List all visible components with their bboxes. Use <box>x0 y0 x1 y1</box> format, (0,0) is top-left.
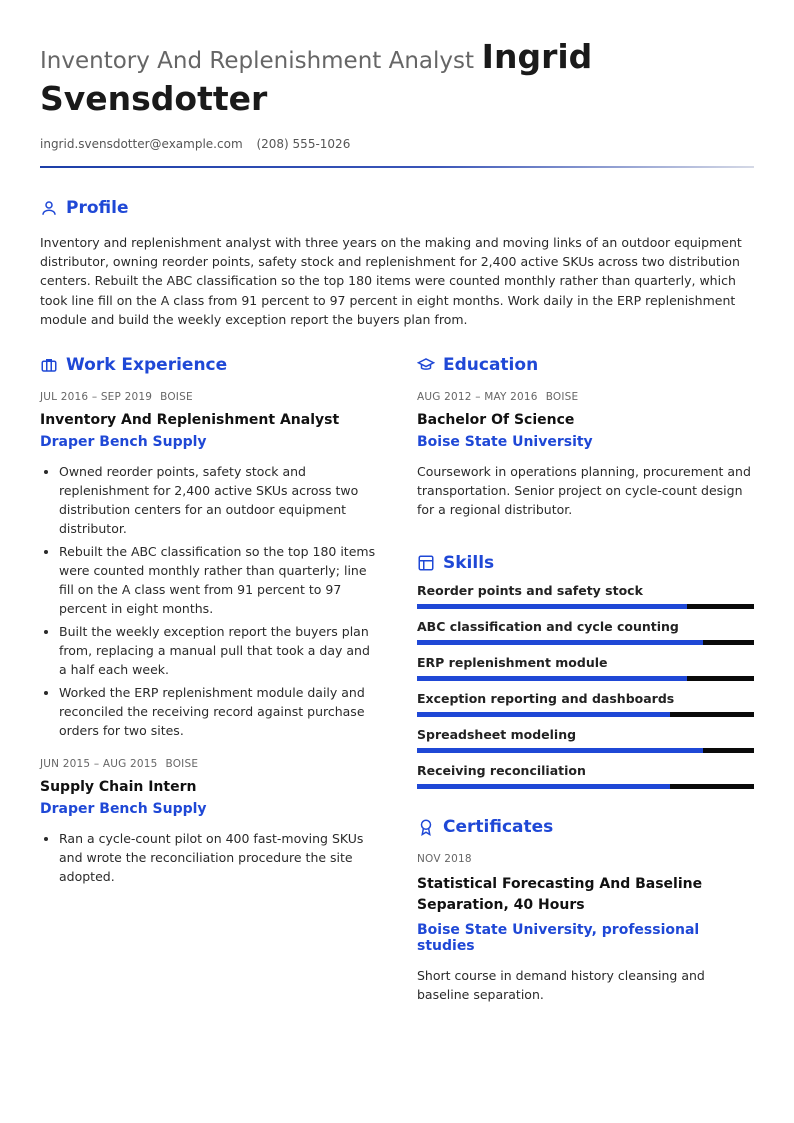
job-location: BOISE <box>165 758 199 770</box>
certificate-description: Short course in demand history cleansing and baseline separation. <box>417 968 705 1002</box>
phone[interactable]: (208) 555-1026 <box>256 137 351 151</box>
list-item: • Rebuilt the ABC classification so the top 180 items were counted monthly rather than quarterly; line fill on the A class went from 91 percent to 97 percent in eight months. <box>59 542 380 618</box>
skill-label: Spreadsheet modeling <box>417 727 577 742</box>
skill-bar-fill <box>417 640 703 645</box>
layout-icon <box>417 554 435 572</box>
education-dates: AUG 2012 – MAY 2016 <box>417 391 538 403</box>
title-line <box>40 38 754 121</box>
list-item: • Worked the ERP replenishment module daily and reconciled the receiving record against purchase orders for two sites. <box>59 683 380 740</box>
header-divider <box>40 166 754 168</box>
degree: Bachelor Of Science <box>417 412 575 428</box>
skill-item <box>417 619 754 645</box>
job-meta <box>40 758 380 770</box>
right-column <box>417 355 754 1004</box>
company-name: Draper Bench Supply <box>40 434 207 450</box>
education-heading <box>417 355 754 375</box>
skill-bar <box>417 676 754 681</box>
skill-label: ERP replenishment module <box>417 655 608 670</box>
skill-bar <box>417 748 754 753</box>
skill-bar <box>417 604 754 609</box>
certificate-entry <box>417 853 754 1004</box>
skill-item <box>417 583 754 609</box>
skill-label: Reorder points and safety stock <box>417 583 643 598</box>
full-name: Ingrid Svensdotter <box>40 37 593 118</box>
certificate-title: Statistical Forecasting And Baseline Separation, 40 Hours <box>417 876 703 913</box>
list-item: • Owned reorder points, safety stock and replenishment for 2,400 active SKUs across two distribution centers for an outdoor equipment distributor. <box>59 462 380 538</box>
job-bullets <box>40 462 380 740</box>
job-meta <box>40 391 380 403</box>
skill-item <box>417 763 754 789</box>
job-dates: JUN 2015 – AUG 2015 <box>40 758 158 770</box>
job-dates: JUL 2016 – SEP 2019 <box>40 391 153 403</box>
profile-section <box>40 198 754 329</box>
skills-list <box>417 583 754 789</box>
company-name: Draper Bench Supply <box>40 801 207 817</box>
skill-bar <box>417 640 754 645</box>
skills-heading-label: Skills <box>443 553 495 573</box>
education-description: Coursework in operations planning, procurement and transportation. Senior project on cycle-count design for a regional distributor. <box>417 464 751 517</box>
experience-heading <box>40 355 380 375</box>
briefcase-icon <box>40 356 58 374</box>
profile-heading-label: Profile <box>66 198 129 218</box>
certificates-heading-label: Certificates <box>443 817 554 837</box>
job-title: Supply Chain Intern <box>40 779 197 795</box>
job-location: BOISE <box>160 391 193 403</box>
skill-bar-fill <box>417 784 670 789</box>
skill-item <box>417 691 754 717</box>
education-meta <box>417 391 754 403</box>
profile-heading <box>40 198 754 218</box>
left-column <box>40 355 380 890</box>
certificate-date: NOV 2018 <box>417 853 472 865</box>
education-location: BOISE <box>545 391 579 403</box>
skill-bar <box>417 784 754 789</box>
job-title: Inventory And Replenishment Analyst <box>40 412 340 428</box>
list-item: • Built the weekly exception report the buyers plan from, replacing a manual pull that took a day and a half each week. <box>59 622 380 679</box>
education-heading-label: Education <box>443 355 539 375</box>
skill-label: Exception reporting and dashboards <box>417 691 675 706</box>
job-entry <box>40 758 380 886</box>
education-entry <box>417 391 754 519</box>
skill-item <box>417 655 754 681</box>
resume-header <box>40 38 754 151</box>
skill-item <box>417 727 754 753</box>
skill-label: Receiving reconciliation <box>417 763 586 778</box>
job-role: Inventory And Replenishment Analyst <box>40 48 475 74</box>
contact-info <box>40 137 754 151</box>
email[interactable]: ingrid.svensdotter@example.com <box>40 137 243 151</box>
graduation-cap-icon <box>417 356 435 374</box>
certificates-heading <box>417 817 754 837</box>
skill-label: ABC classification and cycle counting <box>417 619 679 634</box>
job-entry <box>40 391 380 740</box>
skill-bar-fill <box>417 604 687 609</box>
school-name: Boise State University <box>417 434 593 450</box>
job-bullets <box>40 829 380 886</box>
profile-text: Inventory and replenishment analyst with three years on the making and moving links of an outdoor equipment distributor, owning reorder points, safety stock and replenishment for 2,400 active SKUs across two distribution centers. Rebuilt the ABC classification so the top 180 items were counted monthly rather than quarterly, which took line fill on the A class from 91 percent to 97 percent in eight months. Work daily in the ERP replenishment module and build the weekly exception report the buyers plan from. <box>40 235 742 327</box>
list-item: • Ran a cycle-count pilot on 400 fast-moving SKUs and wrote the reconciliation procedure the site adopted. <box>59 829 380 886</box>
experience-heading-label: Work Experience <box>66 355 228 375</box>
award-icon <box>417 818 435 836</box>
skill-bar-fill <box>417 676 687 681</box>
skill-bar <box>417 712 754 717</box>
certificate-issuer: Boise State University, professional studies <box>417 922 700 954</box>
skill-bar-fill <box>417 748 703 753</box>
skills-heading <box>417 553 754 573</box>
skill-bar-fill <box>417 712 670 717</box>
user-icon <box>40 199 58 217</box>
